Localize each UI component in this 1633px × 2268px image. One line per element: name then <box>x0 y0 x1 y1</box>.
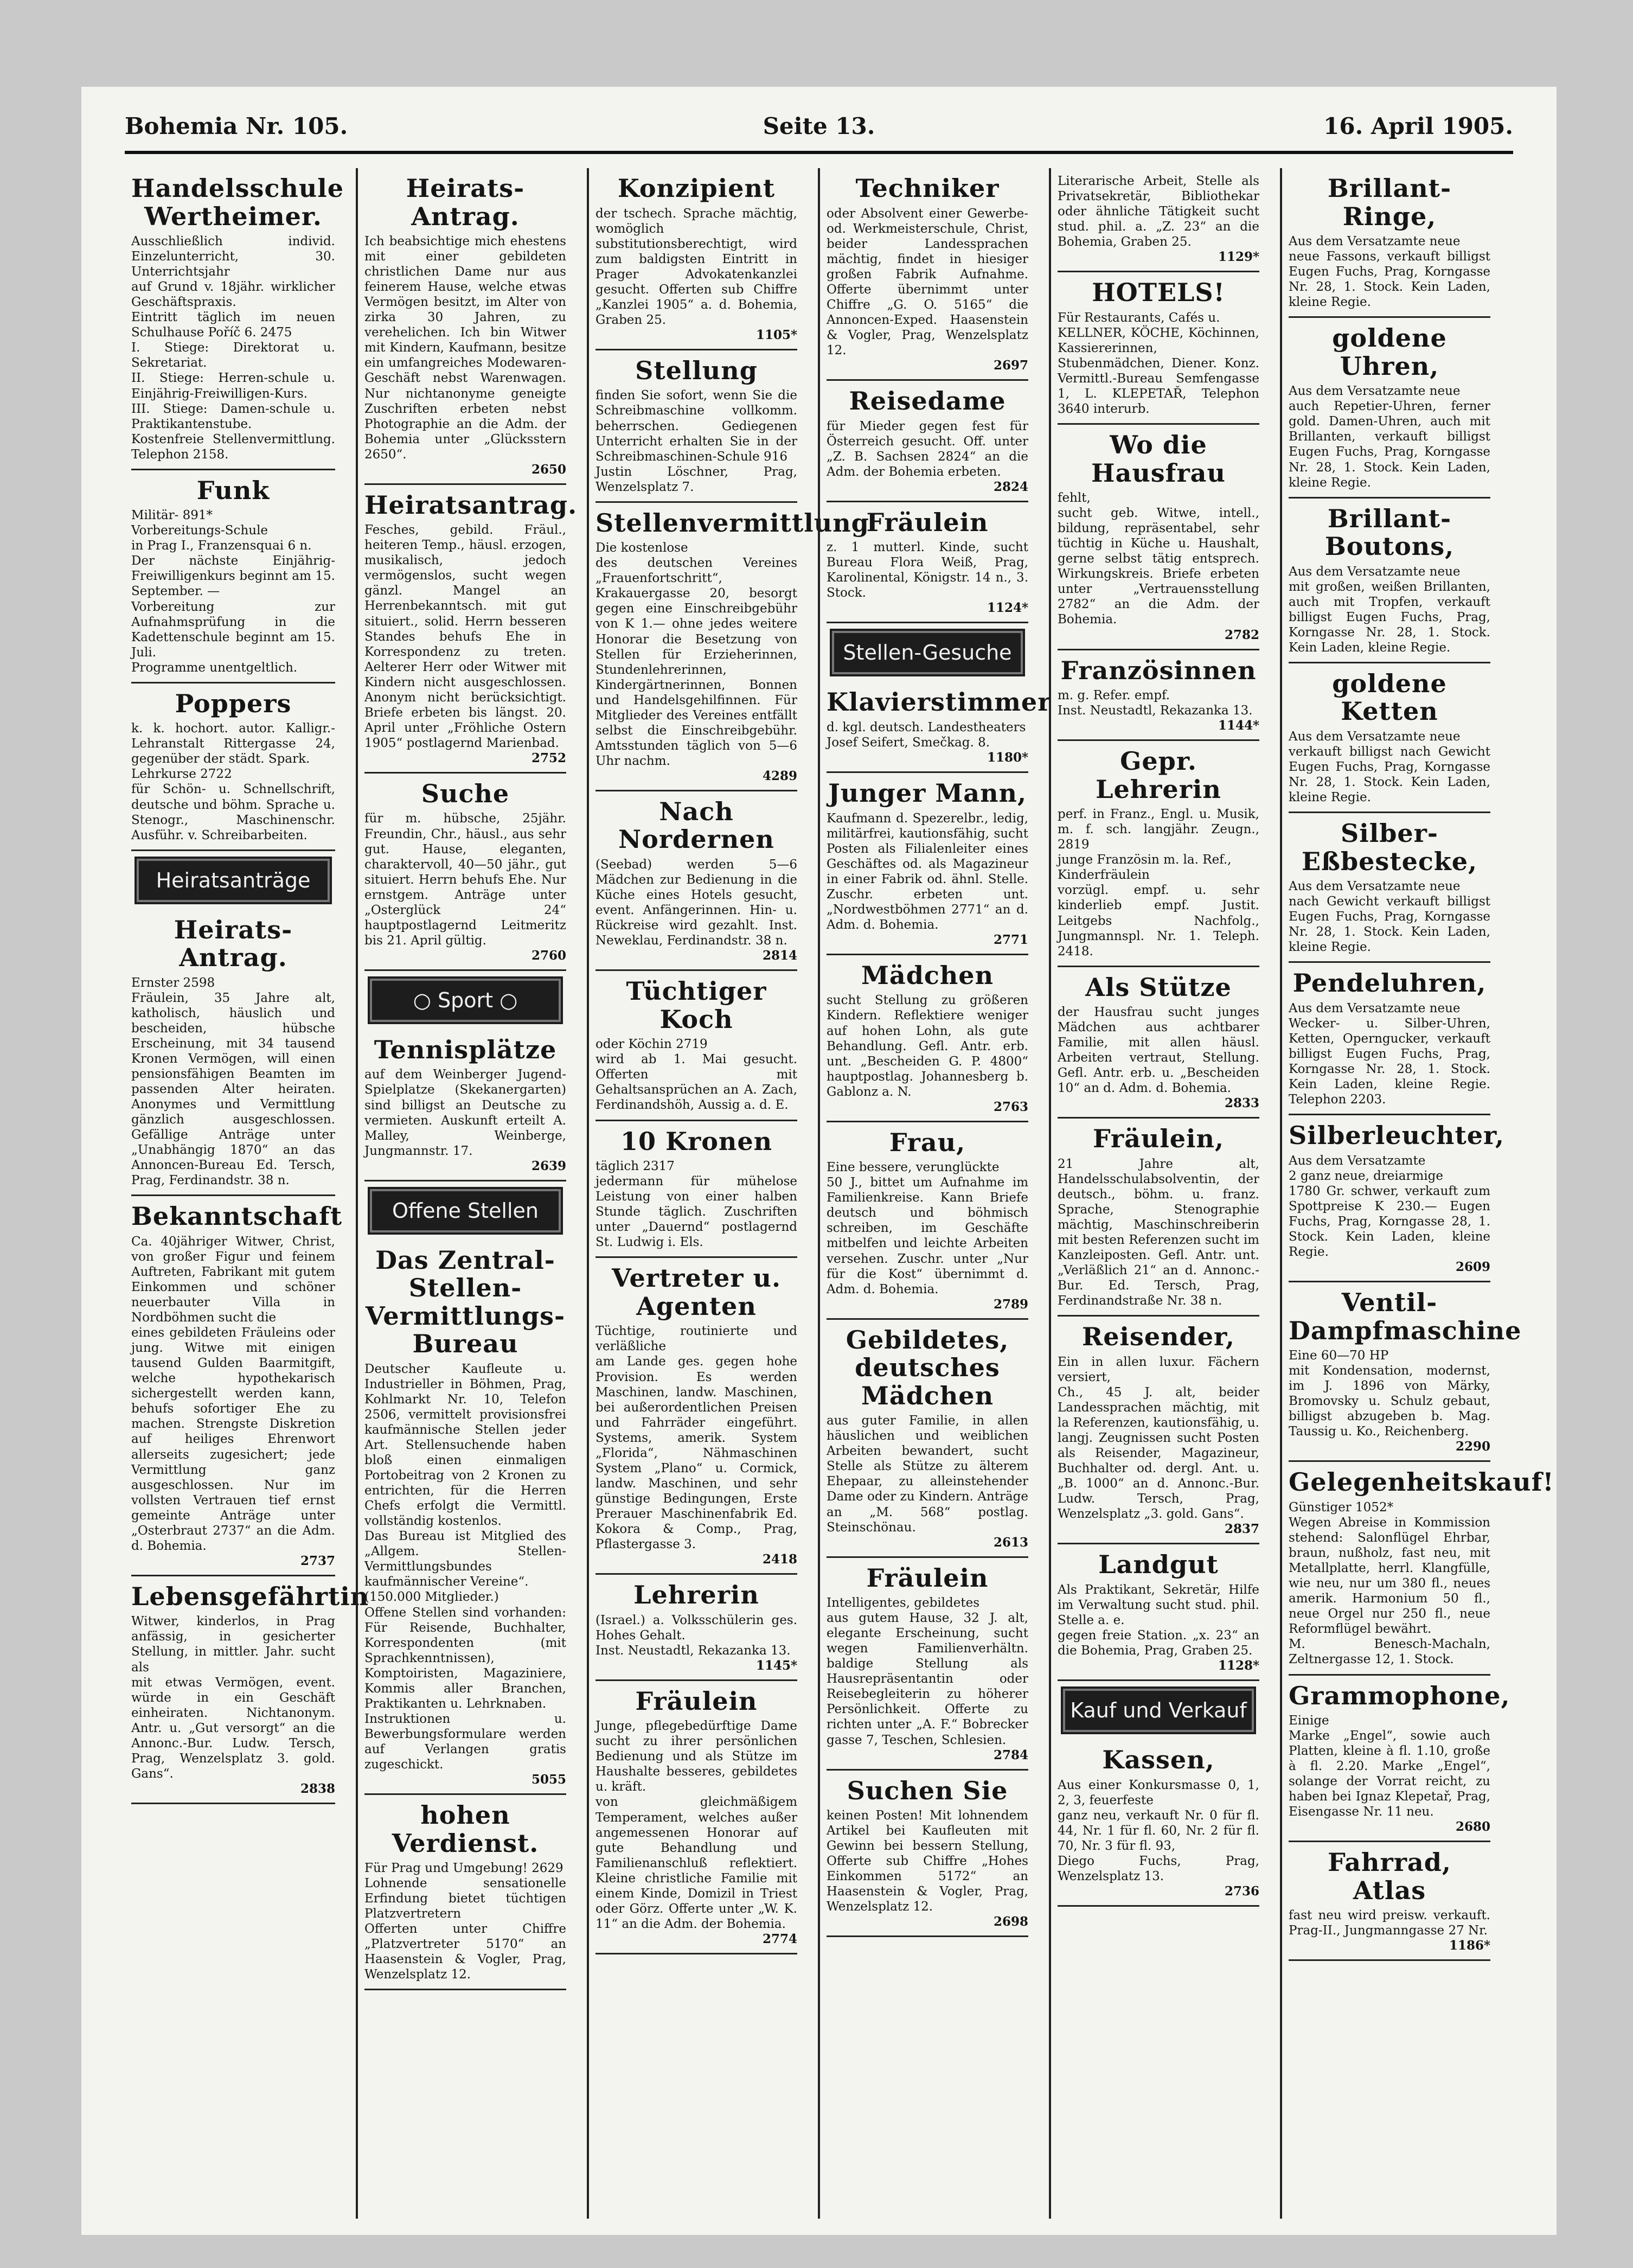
ad-body: Aus dem Versatzamte 2 ganz neue, dreiarmige 1780 Gr. schwer, verkauft zum Spottpreise K 230.— Eugen Fuchs, Prag, Korngasse 28, 1. Stock. Kein Laden, kleine Regie. <box>1289 1153 1490 1260</box>
ad-code: 2774 <box>762 1931 797 1946</box>
ad-title: Gepr. Lehrerin <box>1096 746 1221 804</box>
ad-code: 1145* <box>755 1658 797 1673</box>
ad-body: täglich 2317 jedermann für mühelose Leistung von einer halben Stunde täglich. Zuschriften unter „Dauernd“ postlagernd St. Ludwig i. Els. <box>595 1159 797 1250</box>
ad-code: 2650 <box>531 462 566 477</box>
ad-body: Für Restaurants, Cafés u. KELLNER, KÖCHE, Köchinnen, Kassiererinnen, Stubenmädchen, Diener. Konz. Vermittl.-Bureau Semfengasse 1, L. KLEPETAŘ, Telephon 3640 interurb. <box>1058 310 1259 417</box>
ad-title: Grammophone, <box>1289 1681 1510 1710</box>
ad-body: der Hausfrau sucht junges Mädchen aus achtbarer Familie, mit allen häusl. Arbeiten vertraut, Stellung. Gefl. Antr. erb. u. „Bescheiden 10“ an d. Adm. d. Bohemia. <box>1058 1005 1259 1096</box>
ad-code: 2784 <box>993 1747 1028 1762</box>
classified-ad <box>1289 1462 1554 1675</box>
column-5 <box>1049 168 1266 2219</box>
ad-title: Reisender, <box>1082 1322 1235 1352</box>
ad-title: Stellenvermittlung <box>595 508 869 538</box>
classified-ad <box>827 168 1028 381</box>
ad-body: Aus dem Versatzamte neue mit großen, weißen Brillanten, auch mit Tropfen, verkauft billigst Eugen Fuchs, Prag, Korngasse Nr. 28, 1. Stock. Kein Laden, kleine Regie. <box>1289 564 1490 655</box>
ad-code: 2760 <box>531 948 566 963</box>
ad-title: Frau, <box>889 1127 966 1157</box>
section-heading: Stellen-Gesuche <box>832 631 1023 674</box>
ad-title: Silber-Eßbestecke, <box>1301 819 1477 876</box>
classified-ad <box>1058 1740 1259 1907</box>
ad-code: 4289 <box>762 768 797 783</box>
ad-body: finden Sie sofort, wenn Sie die Schreibmaschine vollkomm. beherrschen. Gediegenen Unterricht erhalten Sie in der Schreibmaschinen-Schule 916 Justin Löschner, Prag, Wenzelsplatz 7. <box>595 388 797 494</box>
ad-title: goldene Ketten <box>1332 668 1447 726</box>
ad-body: Aus dem Versatzamte neue Wecker- u. Silber-Uhren, Ketten, Operngucker, verkauft billigst Eugen Fuchs, Prag, Korngasse Nr. 28, 1. Stock. Kein Laden, kleine Regie. Telephon 2203. <box>1289 1001 1490 1107</box>
ad-title: Heirats-Antrag. <box>406 174 525 231</box>
classified-ad <box>364 1030 566 1181</box>
ad-body: Aus dem Versatzamte neue neue Fassons, verkauft billigst Eugen Fuchs, Prag, Korngasse Nr. 28, 1. Stock. Kein Laden, kleine Regie. <box>1289 234 1490 310</box>
ad-code: 2771 <box>993 932 1028 947</box>
ad-body: Ich beabsichtige mich ehestens mit einer gebildeten christlichen Dame nur aus feinerem Hause, welche etwas Vermögen besitzt, im Alter von zirka 30 Jahren, zu verehelichen. Ich bin Witwer mit Kindern, Kaufmann, besitze ein umfangreiches Modewaren-Geschäft nebst Warenwagen. Nur nichtanonyme geneigte Zuschriften erbeten nebst Photographie an die Adm. der Bohemia unter „Glücksstern 2650“. <box>364 234 566 462</box>
ad-title: Reisedame <box>849 386 1006 416</box>
classified-ad <box>1058 1544 1259 1681</box>
ad-code: 2833 <box>1224 1096 1259 1111</box>
ad-code: 2737 <box>300 1553 335 1568</box>
classified-ad <box>1289 963 1490 1115</box>
ad-body: m. g. Refer. empf. Inst. Neustadtl, Rekazanka 13. <box>1058 688 1253 718</box>
ad-title: Nach Nordernen <box>618 796 774 854</box>
ad-title: Heirats-Antrag. <box>174 915 293 973</box>
column-1 <box>125 168 369 2219</box>
column-4 <box>818 168 1052 2219</box>
ad-title: Gelegenheitskauf! <box>1289 1467 1554 1497</box>
ad-code: 1105* <box>755 327 797 342</box>
classified-ad <box>131 168 344 470</box>
ad-title: Suchen Sie <box>847 1775 1008 1805</box>
ad-code: 2290 <box>1455 1439 1490 1454</box>
ad-title: Brillant-Boutons, <box>1324 503 1455 561</box>
classified-ad <box>827 1558 1028 1771</box>
ad-code: 2824 <box>993 479 1028 494</box>
classified-ad <box>595 1575 797 1681</box>
ad-body: perf. in Franz., Engl. u. Musik, m. f. sch. langjähr. Zeugn., 2819 junge Französin m. la. Ref., Kinderfräulein vorzügl. empf. u. sehr kinderlieb empf. Justit. Leitgebs Nachfolg., Jungmannspl. Nr. 1. Teleph. 2418. <box>1058 807 1259 959</box>
classified-ad <box>1058 1119 1259 1317</box>
section-heading: Offene Stellen <box>370 1189 561 1232</box>
ad-title: Bekanntschaft <box>131 1202 343 1231</box>
ad-code: 2838 <box>300 1781 335 1796</box>
ad-body: auf dem Weinberger Jugend-Spielplatze (Skekanergarten) sind billigst an Deutsche zu vermieten. Auskunft erteilt A. Malley, Weinberge, Jungmannstr. 17. <box>364 1068 566 1158</box>
ad-title: Stellung <box>635 355 758 385</box>
classified-ad <box>364 485 578 774</box>
classified-ad <box>827 381 1028 502</box>
classified-ad <box>131 1196 343 1576</box>
ad-body: für m. hübsche, 25jähr. Freundin, Chr., häusl., aus sehr gut. Hause, eleganten, charaktervoll, 40—50 jähr., gut situiert. Herrn behufs Ehe. Nur ernstgem. Anträge unter „Osterglück 24“ hauptpostlagernd Leitmeritz bis 21. April gültig. <box>364 812 566 948</box>
classified-ad <box>1289 1282 1522 1462</box>
classified-ad <box>1289 1115 1504 1282</box>
ad-title: Vertreter u. Agenten <box>612 1263 781 1321</box>
ad-title: Fräulein <box>866 507 989 537</box>
ad-title: Fräulein <box>635 1686 758 1716</box>
ad-body: (Israel.) a. Volksschülerin ges. Hohes Gehalt. Inst. Neustadtl, Rekazanka 13. <box>595 1613 797 1658</box>
classified-ad <box>1058 741 1259 967</box>
ad-body: Aus dem Versatzamte neue verkauft billigst nach Gewicht Eugen Fuchs, Prag, Korngasse Nr. 28, 1. Stock. Kein Laden, kleine Regie. <box>1289 729 1490 805</box>
classified-ad <box>595 168 797 350</box>
ad-code: 1186* <box>1449 1938 1490 1953</box>
classified-ad <box>364 1240 566 1795</box>
header-rule <box>125 151 1513 154</box>
page-header <box>125 108 1513 146</box>
ad-body: Militär- 891* Vorbereitungs-Schule in Prag I., Franzensquai 6 n. Der nächste Einjährig-Freiwilligenkurs beginnt am 15. September. — Vorbereitung zur Aufnahmsprüfung in die Kadettenschule beginnt am 15. Juli. Programme unentgeltlich. <box>131 508 335 675</box>
ad-body: für Mieder gegen fest für Österreich gesucht. Off. unter „Z. B. Sachsen 2824“ an die Adm. der Bohemia erbeten. <box>827 419 1028 479</box>
ad-title: Als Stütze <box>1085 972 1232 1002</box>
ad-body: Aus dem Versatzamte neue auch Repetier-Uhren, ferner gold. Damen-Uhren, auch mit Brillanten, verkauft billigst Eugen Fuchs, Prag, Korngasse Nr. 28, 1. Stock. Kein Laden, kleine Regie. <box>1289 384 1490 490</box>
classified-ad <box>1289 1842 1490 1961</box>
ad-title: Ventil-Dampfmaschine <box>1289 1288 1522 1345</box>
ad-body: Günstiger 1052* Wegen Abreise in Kommission stehend: Salonflügel Ehrbar, braun, nußholz, fast neu, mit Metallplatte, herrl. Klangfülle, wie neu, nur um 380 fl., neues amerik. Harmonium 50 fl., neue Orgel nur 250 fl., neue Reformflügel bewährt. M. Benesch-Machaln, Zeltnergasse 12, 1. Stock. <box>1289 1500 1490 1667</box>
ad-body: 21 Jahre alt, Handelsschulabsolventin, der deutsch., böhm. u. franz. Sprache, Stenographie mächtig, Maschinschreiberin mit besten Referenzen sucht im Kanzleiposten. Gefl. Antr. unt. „Verläßlich 21“ an d. Annonc.-Bur. Ed. Tersch, Prag, Ferdinandstraße Nr. 38 n. <box>1058 1157 1259 1308</box>
ad-title: Junger Mann, <box>828 778 1027 808</box>
classified-ad <box>364 774 566 971</box>
section-heading: Heiratsanträge <box>137 859 330 902</box>
classified-ad <box>1289 1676 1510 1843</box>
classified-ad <box>827 1771 1028 1938</box>
classified-ad <box>1289 663 1490 813</box>
ad-body: Tüchtige, routinierte und verläßliche am Lande ges. gegen hohe Provision. Es werden Maschinen, landw. Maschinen, bei außerordentlichen Preisen und Fahrräder eingeführt. Systems, amerik. System „Florida“, Nähmaschinen System „Plano“ u. Cormick, landw. Maschinen, und sehr günstige Bedingungen, Erste Prerauer Maschinenfabrik Ed. Kokora & Comp., Prag, Pflastergasse 3. <box>595 1324 797 1552</box>
classified-ad <box>1058 1317 1259 1544</box>
ad-title: Konzipient <box>617 174 776 203</box>
ad-code: 1124* <box>987 600 1028 616</box>
classified-ad <box>827 773 1028 955</box>
classified-ad <box>595 791 797 971</box>
ad-title: Suche <box>421 778 510 808</box>
ad-code: 2609 <box>1455 1260 1490 1275</box>
ad-code: 5055 <box>531 1772 566 1787</box>
classified-ad <box>131 470 335 683</box>
ad-code: 2752 <box>531 750 566 765</box>
classified-ad <box>1058 650 1259 742</box>
ad-title: Gebildetes, deutsches Mädchen <box>846 1325 1009 1410</box>
ad-title: Fräulein <box>866 1563 989 1593</box>
ad-body: Witwer, kinderlos, in Prag anfässig, in gesicherter Stellung, in mittler. Jahr. sucht als mit etwas Vermögen, event. würde in ein Geschäft einheiraten. Nichtanonym. Antr. u. „Gut versorgt“ an die Annonc.-Bur. Ludw. Tersch, Prag, Wenzelsplatz 3. gold. Gans“. <box>131 1614 335 1781</box>
classified-ad <box>595 971 797 1121</box>
classified-ad <box>1289 168 1490 318</box>
ad-code: 2698 <box>993 1914 1028 1930</box>
ad-code: 1180* <box>987 750 1028 765</box>
ad-title: 10 Kronen <box>620 1126 773 1156</box>
classified-ad <box>364 168 566 485</box>
column-2 <box>356 168 578 2219</box>
ad-body: Ernster 2598 Fräulein, 35 Jahre alt, katholisch, häuslich und bescheiden, hübsche Erscheinung, mit 34 tausend Kronen Vermögen, will einen pensionsfähigen Beamten im passenden Alter heiraten. Anonymes und Vermittlung gänzlich ausgeschlossen. Gefällige Anträge unter „Unabhängig 1870“ an das Annoncen-Bureau Ed. Tersch, Prag, Ferdinandstr. 38 n. <box>131 975 335 1188</box>
ad-body: Einige Marke „Engel“, sowie auch Platten, kleine à fl. 1.10, große à fl. 2.20. Marke „Engel“, solange der Vorrat reicht, zu haben bei Ignaz Klepetař, Prag, Eisengasse Nr. 11 neu. <box>1289 1714 1490 1819</box>
classified-ad <box>827 1320 1028 1558</box>
ad-body: Intelligentes, gebildetes aus gutem Hause, 32 J. alt, elegante Erscheinung, sucht wegen Familienverhältn. baldige Stellung als Hausrepräsentantin oder Reisebegleiterin zu höherer Persönlichkeit. Offerte zu richten unter „A. F.“ Bobrecker gasse 7, Teschen, Schlesien. <box>827 1596 1028 1747</box>
ad-body: Aus dem Versatzamte neue nach Gewicht verkauft billigst Eugen Fuchs, Prag, Korngasse Nr. 28, 1. Stock. Kein Laden, kleine Regie. <box>1289 879 1490 955</box>
ad-body: Ein in allen luxur. Fächern versiert, Ch., 45 J. alt, beider Landessprachen mächtig, mit la Referenzen, kautionsfähig, u. langj. Zeugnissen sucht Posten als Reisender, Magazineur, Buchhalter od. dergl. Ant. u. „B. 1000“ an d. Annonc.-Bur. Ludw. Tersch, Prag, Wenzelsplatz „3. gold. Gans“. <box>1058 1355 1259 1522</box>
ad-body: (Seebad) werden 5—6 Mädchen zur Bedienung in die Küche eines Hotels gesucht, event. Anfängerinnen. Hin- u. Rückreise wird gezahlt. Inst. Neweklau, Ferdinandstr. 38 n. <box>595 857 797 948</box>
ad-body: Aus einer Konkursmasse 0, 1, 2, 3, feuerfeste ganz neu, verkauft Nr. 0 für fl. 44, Nr. 1 für fl. 60, Nr. 2 für fl. 70, Nr. 3 für fl. 93, Diego Fuchs, Prag, Wenzelsplatz 13. <box>1058 1778 1259 1883</box>
ad-code: 2782 <box>1224 627 1259 642</box>
ad-title: Techniker <box>855 174 1000 203</box>
ad-title: Lehrerin <box>633 1580 759 1610</box>
ad-columns <box>125 168 1554 2219</box>
ad-title: Tennisplätze <box>374 1034 557 1064</box>
ad-body: Die kostenlose des deutschen Vereines „Frauenfortschritt“, Krakauergasse 20, besorgt gegen eine Einschreibgebühr von K 1.— ohne jedes weitere Honorar die Besetzung von Stellen für Erzieherinnen, Stundenlehrerinnen, Kindergärtnerinnen, Bonnen und Handelsgehilfinnen. Für Mitglieder des Vereines entfällt selbst die Einschreibgebühr. Amtsstunden täglich von 5—6 Uhr nachm. <box>595 541 797 768</box>
classified-ad <box>827 955 1028 1122</box>
ad-title: Silberleuchter, <box>1289 1121 1504 1151</box>
ad-code: 2639 <box>531 1158 566 1173</box>
classified-ad <box>1058 272 1259 425</box>
ad-title: Fahrrad, Atlas <box>1328 1848 1451 1905</box>
ad-title: Landgut <box>1098 1550 1219 1580</box>
ad-title: Heiratsantrag. <box>364 490 578 520</box>
ad-title: Funk <box>196 475 270 505</box>
ad-title: Handelsschule Wertheimer. <box>131 174 344 231</box>
ad-code: 1128* <box>1218 1658 1259 1673</box>
classified-ad <box>595 350 797 503</box>
ad-body: fast neu wird preisw. verkauft. Prag-II., Jungmanngasse 27 Nr. <box>1289 1908 1490 1938</box>
ad-body: keinen Posten! Mit lohnendem Artikel bei Kaufleuten mit Gewinn bei bessern Stellung, Offerte sub Chiffre „Hohes Einkommen 5172“ an Haasenstein & Vogler, Prag, Wenzelsplatz 12. <box>827 1809 1028 1914</box>
header-right: 16. April 1905. <box>1323 113 1513 139</box>
column-3 <box>587 168 869 2219</box>
ad-body: Fesches, gebild. Fräul., heiteren Temp., häusl. erzogen, musikalisch, jedoch vermögenslos, sucht wegen gänzl. Mangel an Herrenbekanntsch. mit gut situiert., solid. Herrn besseren Standes behufs Ehe in Korrespondenz zu treten. Aelterer Herr oder Witwer mit Kindern nicht ausgeschlossen. Anonym nicht berücksichtigt. Briefe erbeten bis längst. 20. April unter „Fröhliche Ostern 1905“ postlagernd Marienbad. <box>364 523 566 750</box>
classified-ad <box>827 1122 1028 1320</box>
classified-ad <box>1058 168 1259 272</box>
classified-ad <box>595 1681 797 1954</box>
ad-code: 2736 <box>1224 1884 1259 1899</box>
ad-title: Brillant-Ringe, <box>1327 174 1452 231</box>
ad-code: 1144* <box>1218 718 1259 733</box>
ad-title: Klavierstimmer <box>827 687 1052 717</box>
ad-code: 2418 <box>762 1552 797 1567</box>
ad-body: aus guter Familie, in allen häuslichen und weiblichen Arbeiten bewandert, sucht Stelle als Stütze zu älterem Ehepaar, zu alleinstehender Dame oder zu Kindern. Anträge an „M. 568“ postlag. Steinschönau. <box>827 1414 1028 1535</box>
classified-ad <box>827 682 1052 773</box>
newspaper-page <box>81 87 1557 2235</box>
ad-title: HOTELS! <box>1092 278 1225 308</box>
classified-ad <box>131 683 335 851</box>
classified-ad <box>131 1576 369 1804</box>
classified-ad <box>1058 425 1259 650</box>
ad-body: sucht Stellung zu größeren Kindern. Reflektiere weniger auf hohen Lohn, als gute Behandlung. Gefl. Antr. erb. unt. „Bescheiden G. P. 4800“ hauptpostlag. Johannesberg b. Gablonz a. N. <box>827 993 1028 1099</box>
ad-title: Poppers <box>175 688 292 718</box>
ad-body: Für Prag und Umgebung! 2629 Lohnende sensationelle Erfindung bietet tüchtigen Platzvertretern Offerten unter Chiffre „Platzvertreter 5170“ an Haasenstein & Vogler, Prag, Wenzelsplatz 12. <box>364 1861 566 1982</box>
ad-body: Junge, pflegebedürftige Dame sucht zu ihrer persönlichen Bedienung und als Stütze im Haushalte besseres, gebildetes u. kräft. von gleichmäßigem Temperament, welches außer angemessenen Honorar auf gute Behandlung und Familienanschluß reflektiert. Kleine christliche Familie mit einem Kinde, Domizil in Triest oder Görz. Offerte unter „W. K. 11“ an die Adm. der Bohemia. <box>595 1719 797 1931</box>
ad-code: 2680 <box>1455 1819 1490 1835</box>
ad-body: Eine 60—70 HP mit Kondensation, modernst, im J. 1896 von Märky, Bromovsky u. Schulz gebaut, billigst abzugeben b. Mag. Taussig u. Ko., Reichenberg. <box>1289 1349 1490 1439</box>
ad-title: hohen Verdienst. <box>392 1800 539 1858</box>
ad-body: Eine bessere, verunglückte 50 J., bittet um Aufnahme im Familienkreise. Kann Briefe deutsch und böhmisch schreiben, im Geschäfte mitbelfen und leichte Arbeiten versehen. Zuschr. unter „Nur für die Kost“ übernimmt d. Adm. d. Bohemia. <box>827 1160 1028 1296</box>
ad-body: Ca. 40jähriger Witwer, Christ, von großer Figur und feinem Auftreten, Fabrikant mit gutem Einkommen und schöner neuerbauter Villa in Nordböhmen sucht die eines gebildeten Fräuleins oder jung. Witwe mit einigen tausend Gulden Baarmitgift, welche hypothekarisch sichergestellt werden kann, behufs sofortiger Ehe zu machen. Strengste Diskretion auf heiliges Ehrenwort allerseits zugesichert; jede Vermittlung ganz ausgeschlossen. Nur im vollsten Vertrauen tief ernst gemeinte Anträge unter „Osterbraut 2737“ an die Adm. d. Bohemia. <box>131 1234 335 1553</box>
ad-body: fehlt, sucht geb. Witwe, intell., bildung, repräsentabel, sehr tüchtig in Küche u. Haushalt, gerne selbst tätig entsprech. Wirkungskreis. Briefe erbeten unter „Vertrauensstellung 2782“ an die Adm. der Bohemia. <box>1058 491 1259 627</box>
ad-body: oder Absolvent einer Gewerbe- od. Werkmeisterschule, Christ, beider Landessprachen mächtig, findet in hiesiger großen Fabrik Aufnahme. Offerte übernimmt unter Chiffre „G. O. 5165“ die Annoncen-Exped. Haasenstein & Vogler, Prag, Wenzelsplatz 12. <box>827 206 1028 357</box>
classified-ad <box>1289 813 1490 963</box>
ad-code: 2763 <box>993 1099 1028 1114</box>
ad-body: d. kgl. deutsch. Landestheaters Josef Seifert, Smečkag. 8. <box>827 720 1026 750</box>
header-center: Seite 13. <box>763 113 875 139</box>
header-left: Bohemia Nr. 105. <box>125 113 348 139</box>
ad-body: Deutscher Kaufleute u. Industrieller in Böhmen, Prag, Kohlmarkt Nr. 10, Telefon 2506, vermittelt provisionsfrei kaufmännische Stellen jeder Art. Stellensuchende haben bloß einen einmaligen Portobeitrag von 2 Kronen zu entrichten, für die Herren Chefs erfolgt die Vermittl. vollständig kostenlos. Das Bureau ist Mitglied des „Allgem. Stellen-Vermittlungsbundes kaufmännischer Vereine“. (150.000 Mitglieder.) Offene Stellen sind vorhanden: Für Reisende, Buchhalter, Korrespondenten (mit Sprachkenntnissen), Komptoiristen, Magaziniere, Kommis aller Branchen, Praktikanten u. Lehrknaben. Instruktionen u. Bewerbungsformulare werden auf Verlangen gratis zugeschickt. <box>364 1362 566 1772</box>
ad-title: Mädchen <box>861 960 994 990</box>
classified-ad <box>595 503 869 791</box>
classified-ad <box>1058 967 1259 1119</box>
ad-body: z. 1 mutterl. Kinde, sucht Bureau Flora Weiß, Prag, Karolinental, Königstr. 14 n., 3. Stock. <box>827 540 1028 600</box>
ad-body: Literarische Arbeit, Stelle als Privatsekretär, Bibliothekar oder ähnliche Tätigkeit sucht stud. phil. a. „Z. 23“ an die Bohemia, Graben 25. <box>1058 174 1259 250</box>
ad-title: Das Zentral-Stellen-Vermittlungs-Bureau <box>365 1245 566 1359</box>
ad-body: oder Köchin 2719 wird ab 1. Mai gesucht. Offerten mit Gehaltsansprüchen an A. Zach, Ferdinandshöh, Aussig a. d. E. <box>595 1037 797 1113</box>
section-heading: ○ Sport ○ <box>370 979 561 1022</box>
ad-body: Als Praktikant, Sekretär, Hilfe im Verwaltung sucht stud. phil. Stelle a. e. gegen freie Station. „x. 23“ an die Bohemia, Prag, Graben 25. <box>1058 1582 1259 1658</box>
ad-title: Fräulein, <box>1092 1124 1224 1154</box>
ad-title: Tüchtiger Koch <box>626 976 767 1034</box>
ad-code: 2697 <box>993 357 1028 373</box>
ad-title: goldene Uhren, <box>1332 323 1447 381</box>
classified-ad <box>1289 499 1490 663</box>
classified-ad <box>595 1258 797 1575</box>
ad-body: der tschech. Sprache mächtig, womöglich substitutionsberechtigt, wird zum baldigsten Eintritt in Prager Advokatenkanzlei gesucht. Offerten sub Chiffre „Kanzlei 1905“ a. d. Bohemia, Graben 25. <box>595 206 797 327</box>
classified-ad <box>1289 318 1490 498</box>
ad-title: Französinnen <box>1060 655 1257 685</box>
ad-code: 2814 <box>762 948 797 963</box>
classified-ad <box>131 910 335 1197</box>
ad-title: Wo die Hausfrau <box>1091 430 1226 488</box>
ad-body: Ausschließlich individ. Einzelunterricht, 30. Unterrichtsjahr auf Grund v. 18jähr. wirklicher Geschäftspraxis. Eintritt täglich im neuen Schulhause Poříč 6. 2475 I. Stiege: Direktorat u. Sekretariat. II. Stiege: Herren-schule u. Einjährig-Freiwilligen-Kurs. III. Stiege: Damen-schule u. Praktikantenstube. Kostenfreie Stellenvermittlung. Telephon 2158. <box>131 234 335 462</box>
section-heading: Kauf und Verkauf <box>1063 1689 1254 1732</box>
ad-body: Kaufmann d. Spezerelbr., ledig, militärfrei, kautionsfähig, sucht Posten als Filialenleiter eines Geschäftes od. als Magazineur in einer Fabrik od. ähnl. Stelle. Zuschr. erbeten unt. „Nordwestböhmen 2771“ an d. Adm. d. Bohemia. <box>827 811 1028 932</box>
ad-code: 2613 <box>993 1535 1028 1550</box>
ad-title: Kassen, <box>1102 1745 1215 1775</box>
ad-code: 2789 <box>993 1296 1028 1312</box>
ad-body: k. k. hochort. autor. Kalligr.-Lehranstalt Rittergasse 24, gegenüber der städt. Spark. Lehrkurse 2722 für Schön- u. Schnellschrift, deutsche und böhm. Sprache u. Stenogr., Maschinenschr. Ausführ. v. Schreibarbeiten. <box>131 721 335 842</box>
ad-title: Lebensgefährtin <box>131 1581 369 1611</box>
classified-ad <box>827 502 1028 624</box>
ad-title: Pendeluhren, <box>1292 968 1487 998</box>
ad-code: 2837 <box>1224 1522 1259 1537</box>
classified-ad <box>364 1795 566 1990</box>
classified-ad <box>595 1121 797 1258</box>
column-6 <box>1280 168 1554 2219</box>
ad-code: 1129* <box>1218 250 1259 265</box>
